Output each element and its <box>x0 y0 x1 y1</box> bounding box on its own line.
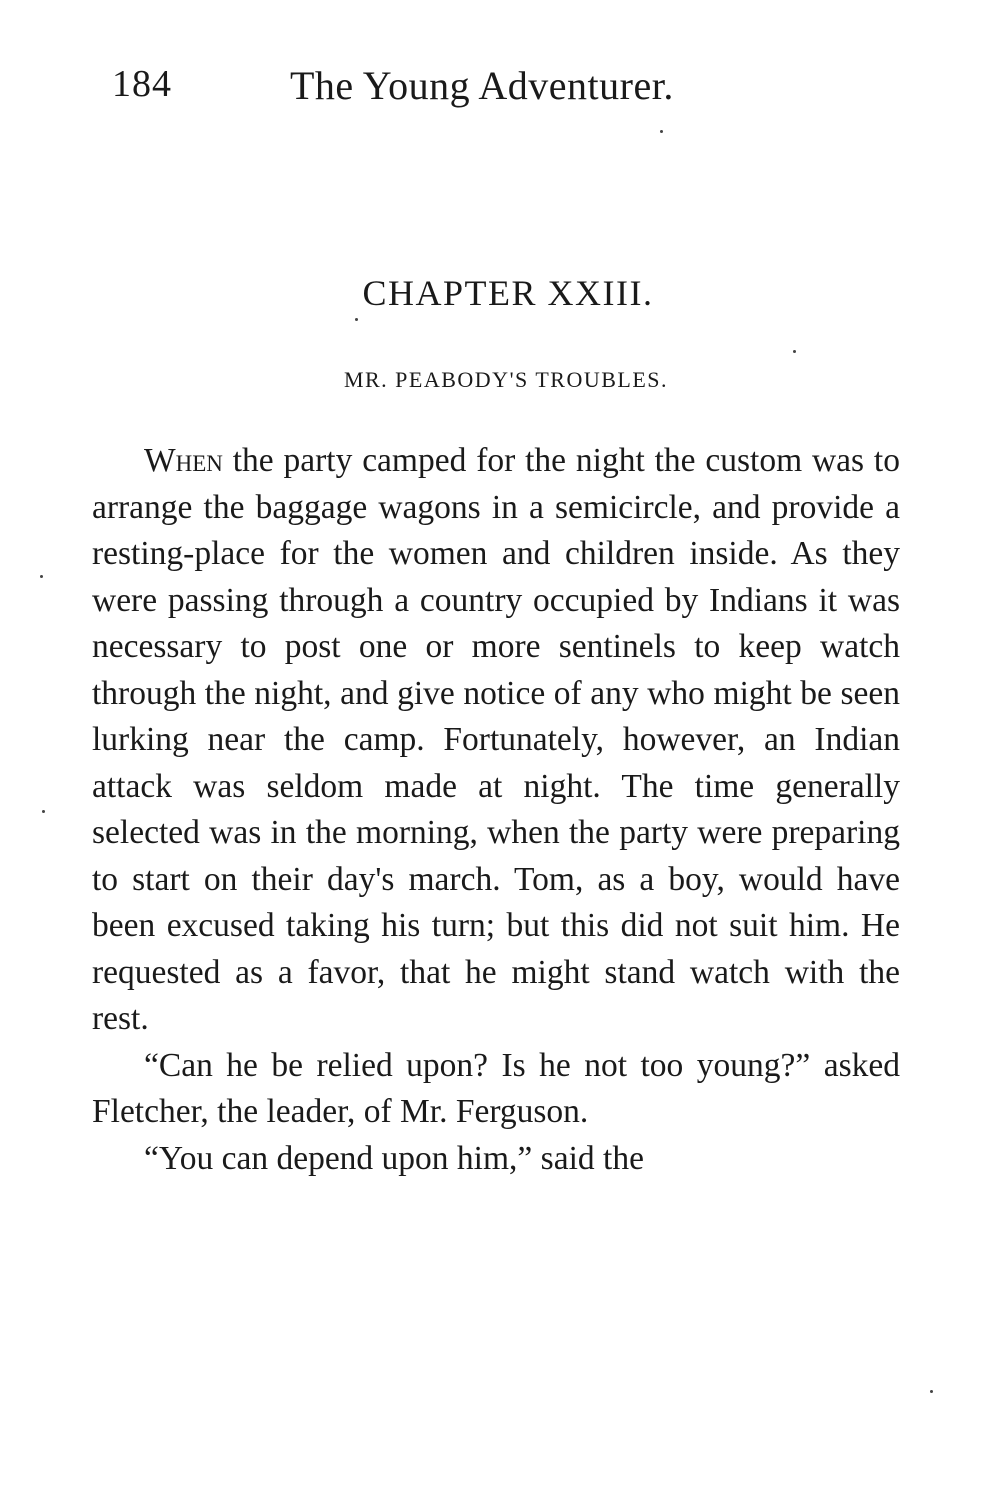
scan-speck <box>660 130 663 133</box>
paragraph-lead-word: When <box>144 442 223 479</box>
page-number: 184 <box>112 63 172 105</box>
running-title: The Young Adventurer. <box>290 63 674 108</box>
paragraph: “Can he be relied upon? Is he not too young?” asked Fletcher, the leader, of Mr. Ferguson. <box>92 1046 900 1130</box>
paragraph-text: the party camped for the night the custom was to arrange the baggage wagons in a semicircle, and provide a resting-place for the women and children inside. As they were passing through a country occupied by Indians it was necessary to post one or more sentinels to keep watch through the night, and give notice of any who might be seen lurking near the camp. Fortunately, however, an Indian attack was seldom made at night. The time generally selected was in the morning, when the party were preparing to start on their day's march. Tom, as a boy, would have been excused taking his turn; but this did not suit him. He requested as a favor, that he might stand watch with the rest. <box>92 442 900 1037</box>
chapter-subtitle: MR. PEABODY'S TROUBLES. <box>343 367 669 392</box>
scan-speck <box>930 1390 933 1393</box>
scan-speck <box>40 575 43 578</box>
scan-speck <box>355 318 358 321</box>
scan-speck <box>793 350 796 353</box>
paragraph: “You can depend upon him,” said the <box>144 1139 644 1177</box>
body-text <box>92 438 900 1182</box>
chapter-title: CHAPTER XXIII. <box>362 273 654 313</box>
page-header <box>112 62 812 122</box>
paragraph <box>92 438 900 1043</box>
scan-speck <box>42 810 45 813</box>
